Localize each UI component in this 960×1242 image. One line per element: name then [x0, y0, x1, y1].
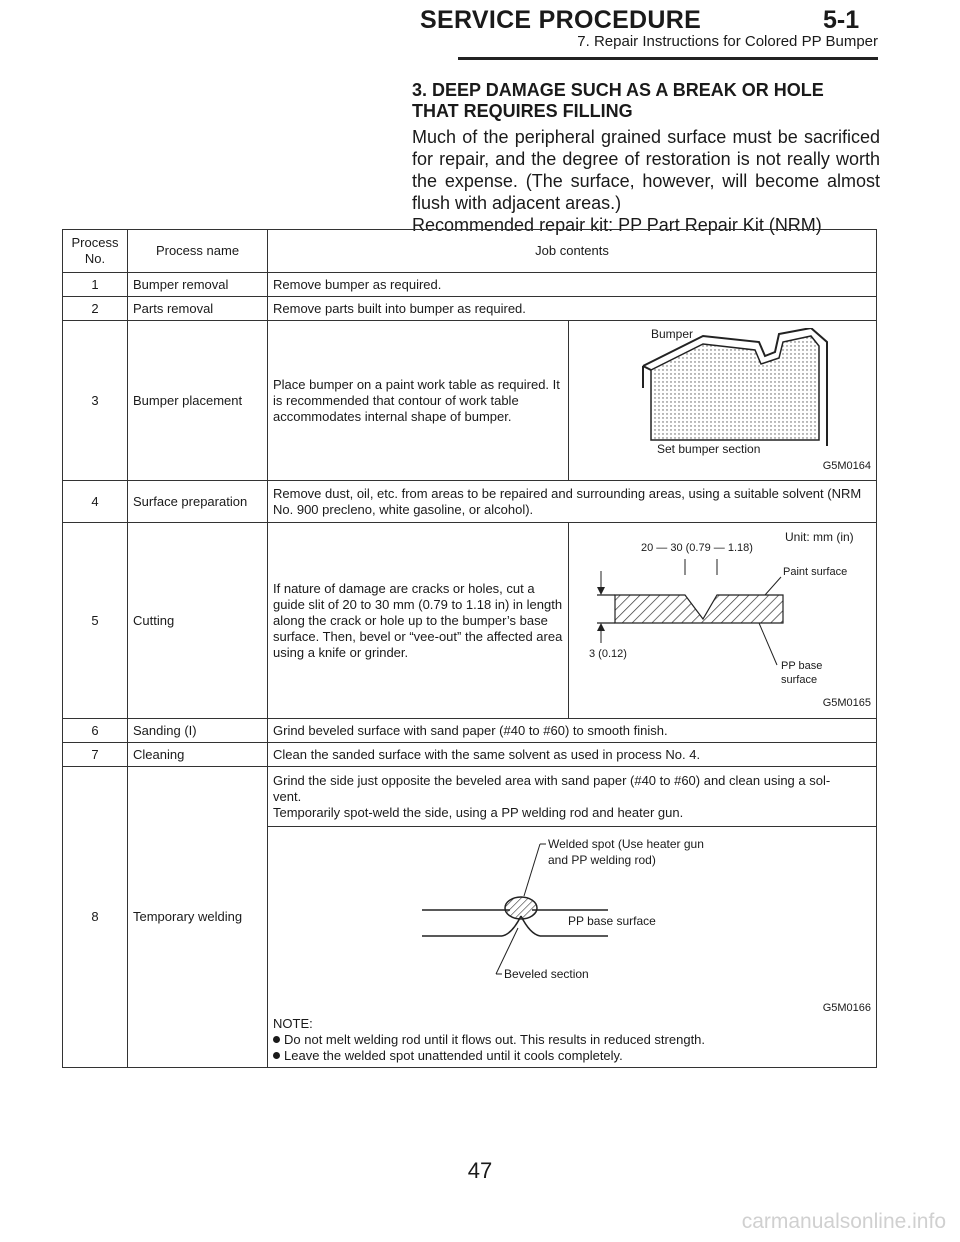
- section-heading-line1: 3. DEEP DAMAGE SUCH AS A BREAK OR HOLE: [412, 80, 824, 100]
- row-process-name: Surface preparation: [128, 481, 268, 523]
- row-job-contents: Place bumper on a paint work table as required. It is recommended that contour of work table accommodates internal shape of bumper.: [268, 321, 569, 481]
- label-dim-length: 20 — 30 (0.79 — 1.18): [640, 541, 753, 554]
- figure-cell-cutting: [569, 523, 877, 719]
- row-job-contents: Remove parts built into bumper as required.: [268, 297, 877, 321]
- page-number: 47: [467, 1158, 493, 1183]
- label-paint-surface: Paint surface: [782, 565, 847, 578]
- table-row: [63, 273, 877, 297]
- header-process-no-line1: Process: [71, 235, 119, 250]
- table-row: [63, 321, 877, 481]
- figure-cell-bumper: [569, 321, 877, 481]
- note-label: NOTE:: [273, 1016, 313, 1031]
- page-header-title: SERVICE PROCEDURE: [420, 6, 702, 34]
- label-welded-line1: Welded spot (Use heater gun: [548, 837, 704, 851]
- row-process-name: Bumper removal: [128, 273, 268, 297]
- label-beveled-section: Beveled section: [504, 967, 589, 981]
- section-heading: [412, 80, 880, 122]
- label-unit: Unit: mm (in): [784, 530, 854, 544]
- section-body: Much of the peripheral grained surface must be sacrificed for repair, and the degree of restoration is not really worth the expense. (The surface, however, will become almost flush with adjacent areas.): [412, 127, 880, 213]
- note-item-text: Do not melt welding rod until it flows out. This results in reduced strength.: [284, 1032, 706, 1047]
- repair-kit-text: Recommended repair kit: PP Part Repair Kit (NRM): [412, 215, 822, 235]
- row-process-no: 4: [63, 481, 128, 523]
- watermark: carmanualsonline.info: [741, 1210, 946, 1233]
- page-header-subtitle: 7. Repair Instructions for Colored PP Bumper: [577, 33, 878, 50]
- label-set-bumper-section: Set bumper section: [656, 441, 760, 456]
- note-block: [273, 1016, 871, 1064]
- figure-code: G5M0164: [822, 459, 871, 472]
- bumper-section-figure: [613, 328, 833, 456]
- row-process-no: 5: [63, 523, 128, 719]
- row-process-name: Cutting: [128, 523, 268, 719]
- row-job-contents: Remove dust, oil, etc. from areas to be repaired and surrounding areas, using a suitable solvent (NRM No. 900 precleno, white gasoline, or alcohol).: [268, 481, 877, 523]
- label-pp-base-line2: surface: [780, 673, 817, 686]
- row-job-contents: If nature of damage are cracks or holes, cut a guide slit of 20 to 30 mm (0.79 to 1.18 in) in length along the crack or hole up to the bumper’s base surface. Then, bevel or “vee-out” the affected area using a knife or grinder.: [268, 523, 569, 719]
- note-item-text: Leave the welded spot unattended until it cools completely.: [284, 1048, 623, 1063]
- row-process-no: 3: [63, 321, 128, 481]
- row-process-no: 6: [63, 719, 128, 743]
- header-rule: [458, 57, 878, 60]
- row-process-name: Sanding (I): [128, 719, 268, 743]
- section-intro: [412, 80, 880, 236]
- table-row: [63, 481, 877, 523]
- bullet-icon: [273, 1036, 280, 1043]
- row-job-contents: Remove bumper as required.: [268, 273, 877, 297]
- row-process-name: Parts removal: [128, 297, 268, 321]
- figure-code: G5M0165: [822, 696, 871, 709]
- bullet-icon: [273, 1052, 280, 1059]
- note-item: [273, 1048, 871, 1064]
- welding-figure: [412, 830, 732, 998]
- row-job-contents: Clean the sanded surface with the same solvent as used in process No. 4.: [268, 743, 877, 767]
- table-row: [63, 719, 877, 743]
- job-line2: vent.: [273, 788, 302, 804]
- row-process-no: 8: [63, 767, 128, 1068]
- row-job-contents: Grind beveled surface with sand paper (#40 to #60) to smooth finish.: [268, 719, 877, 743]
- section-heading-line2: THAT REQUIRES FILLING: [412, 101, 633, 121]
- table-row: [63, 767, 877, 827]
- row-process-name: Temporary welding: [128, 767, 268, 1068]
- table-row: [63, 523, 877, 719]
- cutting-figure: [575, 531, 871, 693]
- header-job-contents: Job contents: [268, 230, 877, 273]
- table-row: [63, 743, 877, 767]
- label-bumper: Bumper: [650, 327, 693, 341]
- job-line1: Grind the side just opposite the beveled area with sand paper (#40 to #60) and clean using a sol-: [273, 772, 831, 788]
- figure-cell-welding: [268, 827, 877, 1068]
- row-process-name: Cleaning: [128, 743, 268, 767]
- row-process-no: 7: [63, 743, 128, 767]
- row-job-contents: [268, 767, 877, 827]
- row-process-name: Bumper placement: [128, 321, 268, 481]
- header-process-no-line2: No.: [84, 251, 106, 266]
- label-pp-base-line1: PP base: [780, 659, 822, 672]
- note-item: [273, 1032, 871, 1048]
- table-row: [63, 297, 877, 321]
- label-welded-line2: and PP welding rod): [548, 853, 656, 867]
- section-number: 5-1: [823, 6, 860, 34]
- label-depth: 3 (0.12): [588, 647, 627, 660]
- job-line3: Temporarily spot-weld the side, using a PP welding rod and heater gun.: [273, 804, 684, 820]
- figure-code: G5M0166: [822, 1002, 871, 1014]
- header-process-name: Process name: [128, 230, 268, 273]
- header-process-no: [63, 230, 128, 273]
- label-pp-base-surface: PP base surface: [568, 914, 656, 928]
- row-process-no: 1: [63, 273, 128, 297]
- table-header-row: [63, 230, 877, 273]
- process-table: [62, 229, 877, 1068]
- row-process-no: 2: [63, 297, 128, 321]
